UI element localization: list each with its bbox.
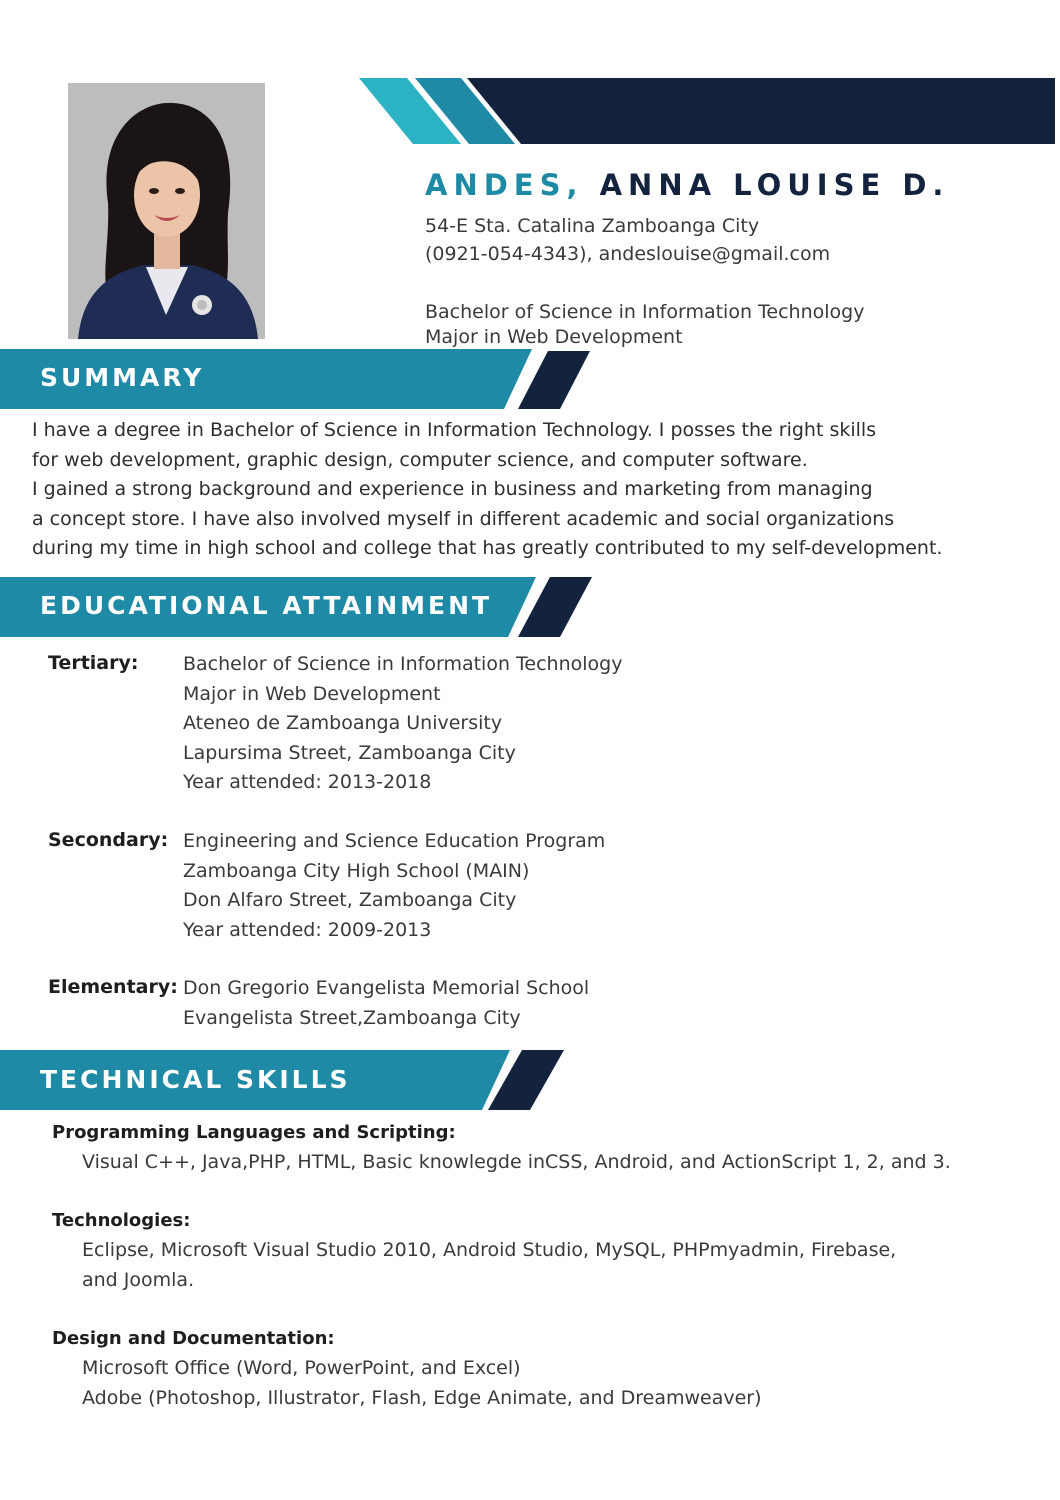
programming-line: Visual C++, Java,PHP, HTML, Basic knowlegde inCSS, Android, and ActionScript 1, 2, and 3. xyxy=(82,1151,951,1173)
technologies-line: Eclipse, Microsoft Visual Studio 2010, Android Studio, MySQL, PHPmyadmin, Firebase, xyxy=(82,1239,897,1261)
secondary-line: Engineering and Science Education Program xyxy=(183,830,606,852)
tertiary-line: Lapursima Street, Zamboanga City xyxy=(183,741,516,764)
secondary-label: Secondary: xyxy=(48,829,169,851)
summary-line: I gained a strong background and experience in business and marketing from managing xyxy=(32,478,873,500)
tertiary-details xyxy=(183,650,622,798)
summary-line: for web development, graphic design, computer science, and computer software. xyxy=(32,448,808,471)
elementary-label: Elementary: xyxy=(48,976,178,998)
address-line: 54-E Sta. Catalina Zamboanga City xyxy=(425,215,760,237)
skills-title: TECHNICAL SKILLS xyxy=(40,1065,351,1094)
skills-banner xyxy=(0,1050,600,1112)
major-line: Major in Web Development xyxy=(425,326,683,348)
applicant-name xyxy=(425,168,949,202)
programming-details xyxy=(82,1148,951,1178)
secondary-details xyxy=(183,827,605,945)
technologies-line: and Joomla. xyxy=(82,1268,195,1291)
degree-line: Bachelor of Science in Information Technology xyxy=(425,301,865,323)
education-banner xyxy=(0,577,600,639)
tertiary-line: Ateneo de Zamboanga University xyxy=(183,712,503,734)
programming-title: Programming Languages and Scripting: xyxy=(52,1122,456,1143)
applicant-last-name: ANDES, xyxy=(425,168,584,202)
secondary-line: Don Alfaro Street, Zamboanga City xyxy=(183,889,517,911)
phone-email-line: (0921-054-4343), andeslouise@gmail.com xyxy=(425,243,831,265)
tertiary-label: Tertiary: xyxy=(48,652,139,674)
design-line: Adobe (Photoshop, Illustrator, Flash, Edge Animate, and Dreamweaver) xyxy=(82,1386,762,1409)
degree-block xyxy=(425,300,864,350)
design-title: Design and Documentation: xyxy=(52,1328,335,1349)
summary-line: I have a degree in Bachelor of Science in Information Technology. I posses the right skills xyxy=(32,419,877,441)
technologies-title: Technologies: xyxy=(52,1210,191,1231)
applicant-first-name: ANNA LOUISE D. xyxy=(599,168,950,202)
technologies-details xyxy=(82,1236,896,1295)
tertiary-line: Bachelor of Science in Information Technology xyxy=(183,653,623,675)
tertiary-line: Year attended: 2013-2018 xyxy=(183,771,432,793)
design-details xyxy=(82,1354,762,1413)
education-title: EDUCATIONAL ATTAINMENT xyxy=(40,591,493,620)
tertiary-line: Major in Web Development xyxy=(183,682,441,705)
summary-banner xyxy=(0,349,600,411)
design-line: Microsoft Office (Word, PowerPoint, and Excel) xyxy=(82,1357,521,1379)
profile-photo xyxy=(68,83,265,339)
elementary-line: Evangelista Street,Zamboanga City xyxy=(183,1006,521,1029)
contact-block xyxy=(425,212,830,268)
summary-line: during my time in high school and college that has greatly contributed to my self-development. xyxy=(32,537,943,559)
elementary-line: Don Gregorio Evangelista Memorial School xyxy=(183,977,590,999)
summary-text xyxy=(32,416,1032,564)
elementary-details xyxy=(183,974,589,1033)
summary-title: SUMMARY xyxy=(40,363,205,392)
header-stripes-graphic xyxy=(355,78,1055,148)
secondary-line: Zamboanga City High School (MAIN) xyxy=(183,859,530,882)
secondary-line: Year attended: 2009-2013 xyxy=(183,918,432,941)
summary-line: a concept store. I have also involved myself in different academic and social organizations xyxy=(32,507,895,530)
